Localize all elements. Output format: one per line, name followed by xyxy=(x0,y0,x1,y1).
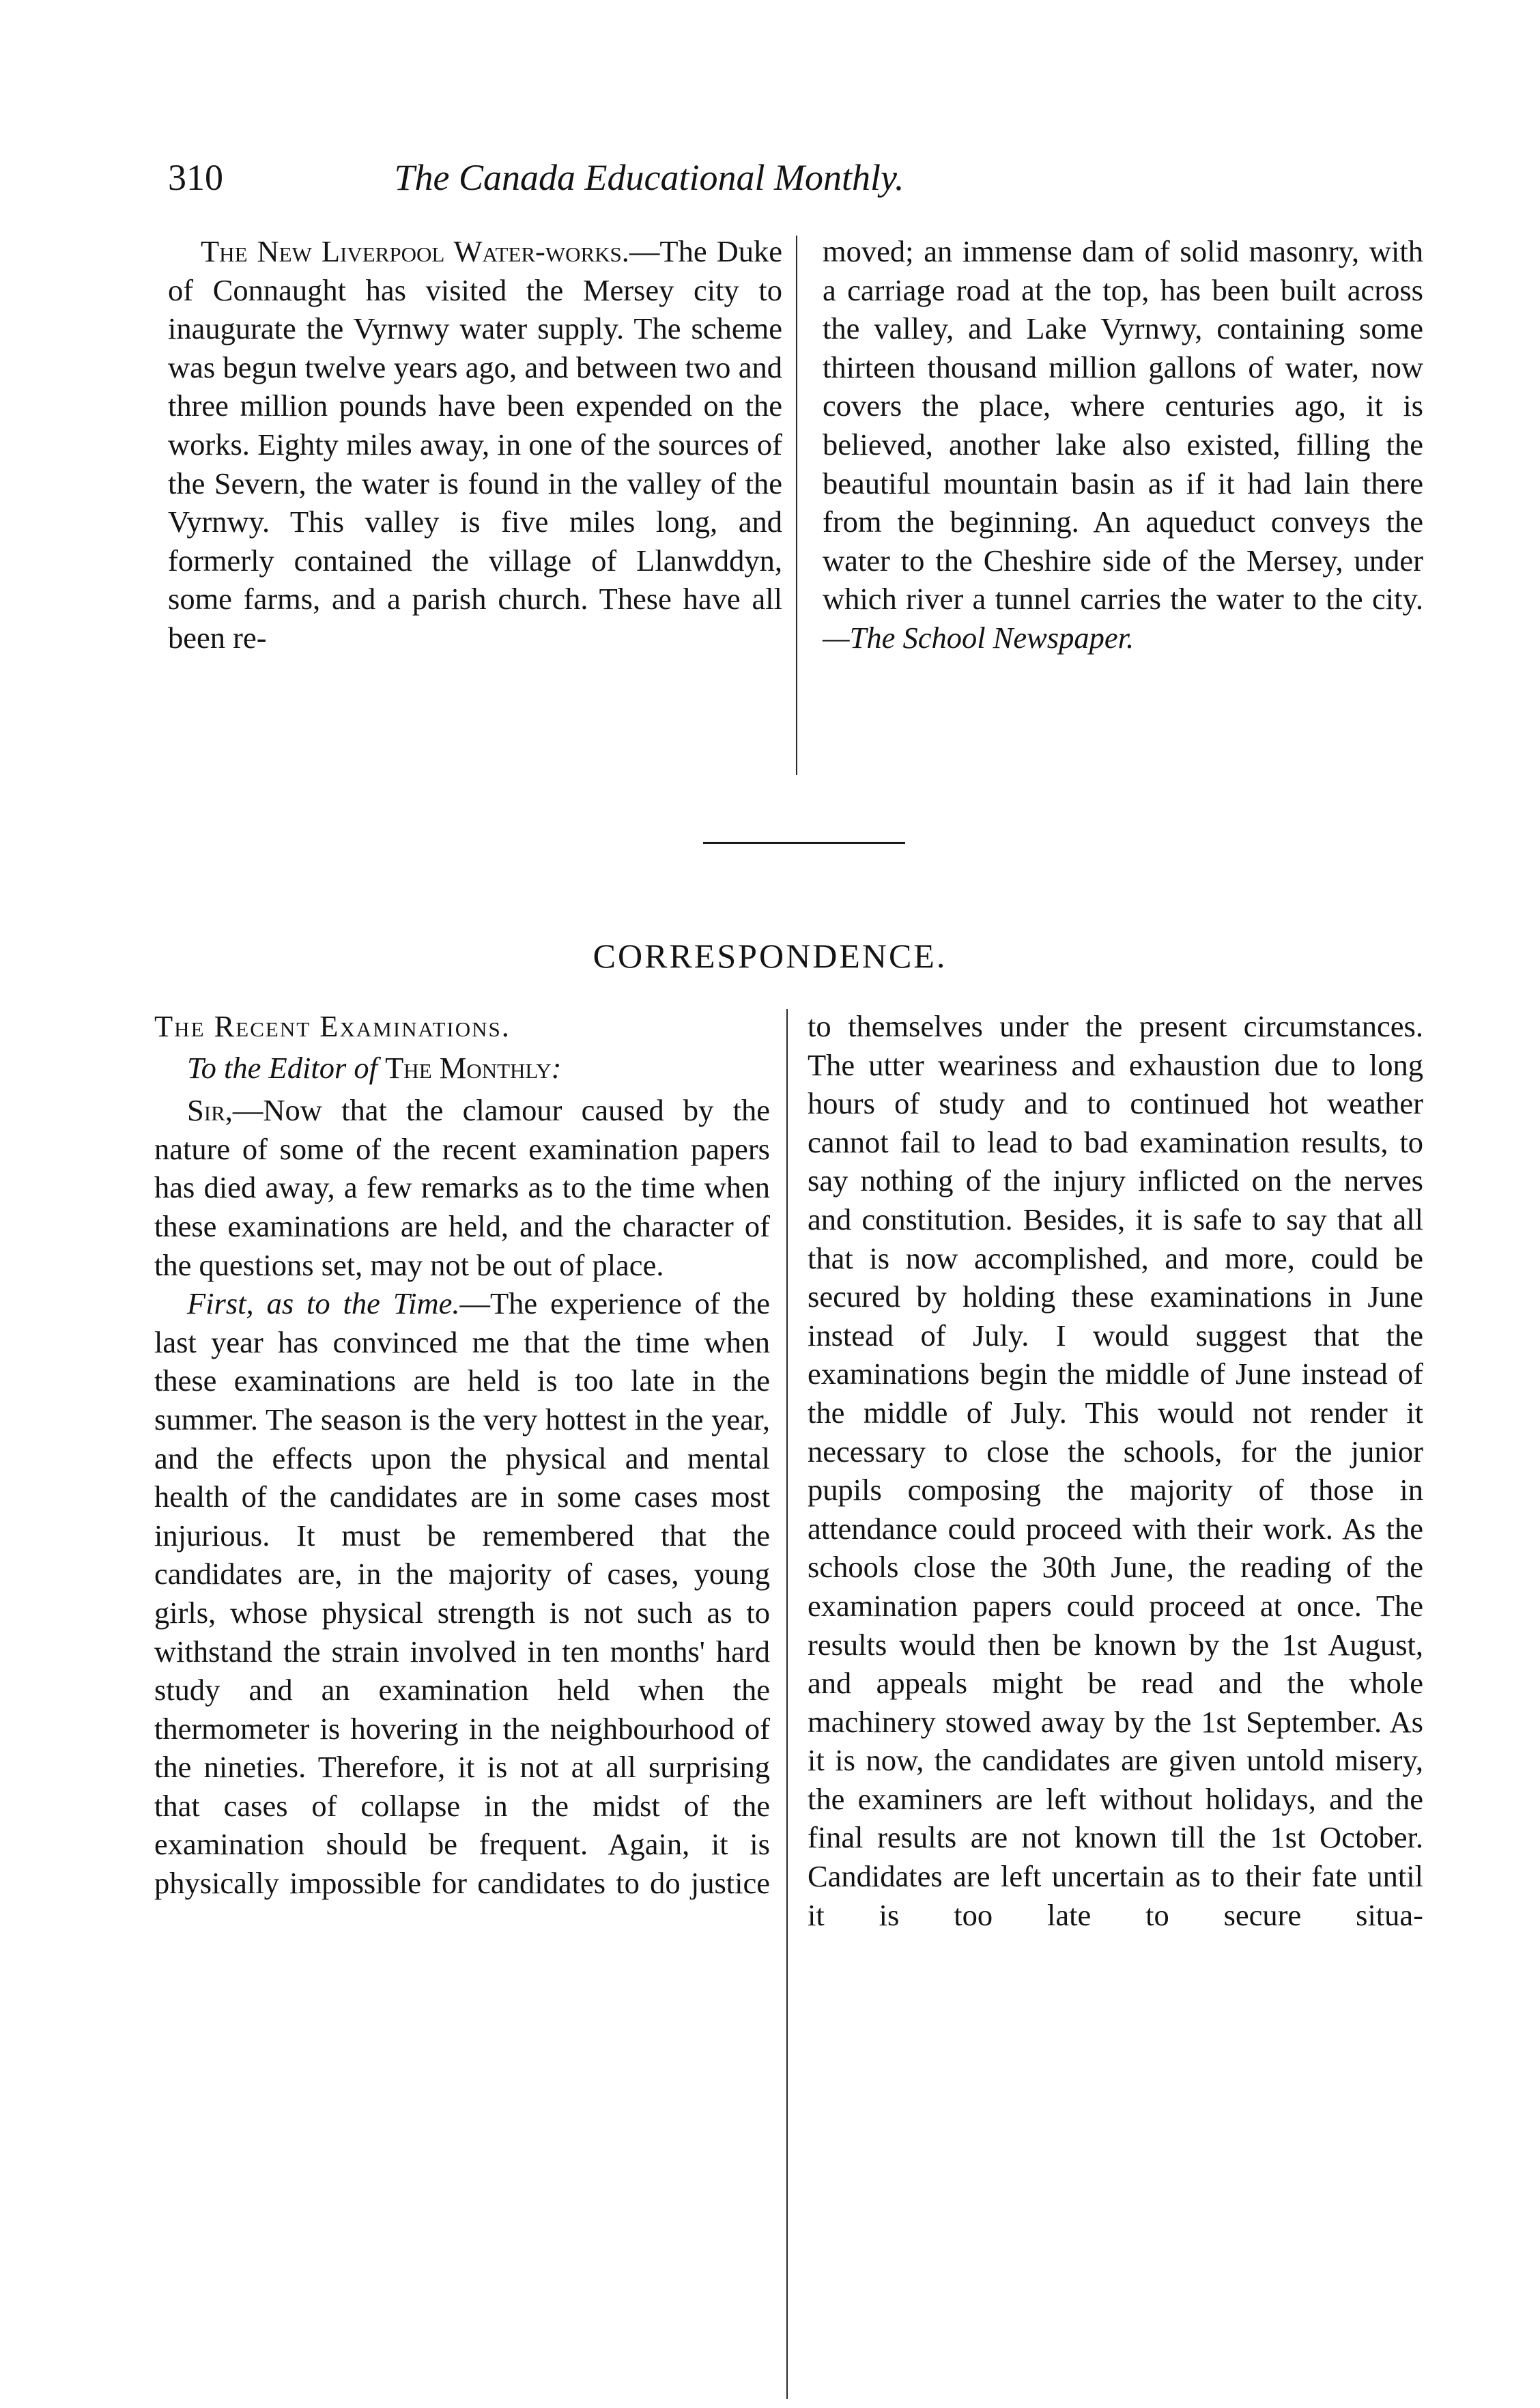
letter-column-right xyxy=(808,1007,1423,1934)
article-body-right: moved; an immense dam of solid masonry, with a carriage road at the top, has been built across the valley, and Lake Vyrnwy, containing some thirteen thousand million gallons of water, now covers the place, where centuries ago, it is believed, another lake also existed, filling the beautiful mountain basin as if it had lain there from the beginning. An aqueduct conveys the water to the Cheshire side of the Mersey, under which river a tunnel carries the water to the city. xyxy=(823,234,1423,617)
article-column-right xyxy=(823,232,1423,657)
section-divider xyxy=(703,842,905,844)
salutation: To the Editor of The Monthly: xyxy=(187,1050,562,1085)
article-title: The New Liverpool Water-works. xyxy=(201,234,629,268)
article-body-left: —The Duke of Connaught has visited the Mersey city to inaugurate the Vyrnwy water supply. The scheme was begun twelve years ago, and between two and three million pounds have been expended on the works. Eighty miles away, in one of the sources of the Severn, the water is found in the valley of the Vyrnwy. This valley is five miles long, and formerly contained the village of Llanwddyn, some farms, and a parish church. These have all been re- xyxy=(168,234,783,655)
column-divider-top xyxy=(796,236,797,775)
letter-column-left xyxy=(154,1007,770,1903)
section-heading: CORRESPONDENCE. xyxy=(593,937,947,975)
article-source: —The School Newspaper. xyxy=(823,620,1135,655)
letter-title: The Recent Examinations. xyxy=(154,1009,511,1043)
column-divider-bottom xyxy=(786,1009,788,2399)
letter-paragraph-1: Sir,—Now that the clamour caused by the nature of some of the recent examination papers has died away, a few remarks as to the time when these examinations are held, and the character of the questions set, may not be out of place. xyxy=(154,1093,770,1282)
article-column-left xyxy=(168,232,782,657)
page-header xyxy=(168,156,1130,210)
letter-continuation: to themselves under the present circumstances. The utter weariness and exhaustion due to long hours of study and to continued hot weather cannot fail to lead to bad examination results, to say nothing of the injury inflicted on the nerves and constitution. Besides, it is safe to say that all that is now accomplished, and more, could be secured by holding these examinations in June instead of July. I would suggest that the examinations begin the middle of June instead of the middle of July. This would not render it necessary to close the schools, for the junior pupils composing the majority of those in attendance could proceed with their work. As the schools close the 30th June, the reading of the examination papers could proceed at once. The results would then be known by the 1st August, and appeals might be read and the whole machinery stowed away by the 1st September. As it is now, the candidates are given untold misery, the examiners are left without holidays, and the final results are not known till the 1st October. Candidates are left uncertain as to their fate until it is too late to secure situa- xyxy=(808,1009,1423,1932)
letter-paragraph-2: First, as to the Time.—The experience of the last year has convinced me that the time when these examinations are held is too late in the summer. The season is the very hottest in the year, and the effects upon the physical and mental health of the candidates are in some cases most injurious. It must be remembered that the candidates are, in the majority of cases, young girls, whose physical strength is not such as to withstand the strain involved in ten months' hard study and an examination held when the thermometer is hovering in the neighbourhood of the nineties. Therefore, it is not at all surprising that cases of collapse in the midst of the examination should be frequent. Again, it is physically impossible for candidates to do justice xyxy=(154,1286,770,1901)
page-number: 310 xyxy=(168,157,223,198)
running-title: The Canada Educational Monthly. xyxy=(394,157,904,198)
